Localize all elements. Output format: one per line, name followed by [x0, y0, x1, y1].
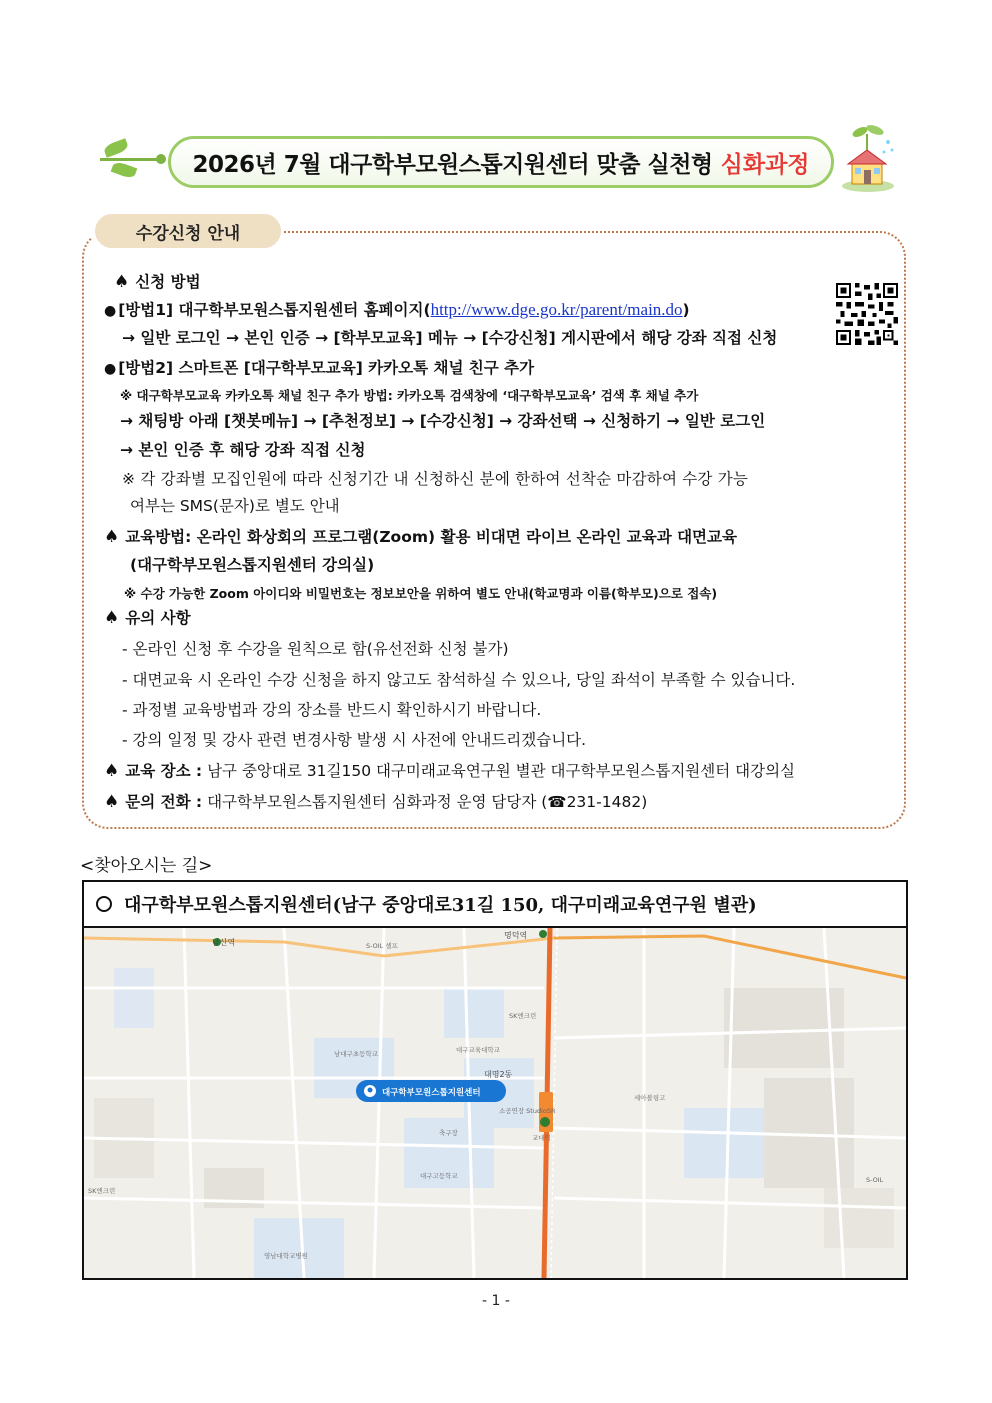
apply-heading-row [114, 270, 201, 292]
apply-heading: 신청 방법 [135, 273, 201, 291]
place-label: 교육 장소 : [125, 762, 203, 780]
map-label: 남산역 [212, 938, 236, 947]
method-line-1: 교육방법: 온라인 화상회의 프로그램(Zoom) 활용 비대면 라이브 온라인 교육과 대면교육 [125, 528, 737, 546]
map-canvas[interactable] [84, 928, 906, 1278]
destination-label: 대구학부모원스톱지원센터 [382, 1088, 481, 1098]
map-label: 대구교육대학교 [456, 1046, 500, 1054]
map-title: 대구학부모원스톱지원센터(남구 중앙대로31길 150, 대구미래교육연구원 별관) [124, 895, 757, 916]
method1-suffix: ) [682, 301, 690, 319]
caution-heading: 유의 사항 [125, 609, 191, 627]
map-label: 대명2동 [484, 1070, 513, 1079]
method2-text: [방법2] 스마트폰 [대구학부모교육] 카카오톡 채널 친구 추가 [118, 359, 535, 377]
map-label: S-OIL 셀프 [366, 942, 398, 950]
map-label: 대구고등학교 [420, 1172, 458, 1180]
method1-row [104, 298, 690, 320]
contact-label: 문의 전화 : [125, 793, 203, 811]
caution-item: - 과정별 교육방법과 강의 장소를 반드시 확인하시기 바랍니다. [122, 701, 542, 719]
section-tab: 수강신청 안내 [95, 214, 281, 248]
spade-icon: ♠ [104, 527, 120, 547]
homepage-link[interactable]: http://www.dge.go.kr/parent/main.do [430, 300, 683, 319]
page-title-accent: 심화과정 [720, 151, 810, 178]
caution-row [104, 606, 191, 628]
leaf-icon [111, 160, 138, 179]
apply-note-2: 여부는 SMS(문자)로 별도 안내 [130, 497, 340, 515]
contact-row [104, 790, 647, 812]
destination-marker[interactable] [356, 1080, 506, 1102]
caution-item: - 강의 일정 및 강사 관련 변경사항 발생 시 사전에 안내드리겠습니다. [122, 731, 587, 749]
page-number: - 1 - [482, 1293, 510, 1309]
map-box [82, 880, 908, 1280]
spade-icon: ♠ [104, 608, 120, 628]
page-title: 2026년 7월 대구학부모원스톱지원센터 맞춤 실천형 [192, 151, 713, 178]
map-label: 남대구초등학교 [334, 1050, 378, 1058]
method-note: ※ 수강 가능한 Zoom 아이디와 비밀번호는 정보보안을 위하여 별도 안내(학교명과 이름(학부모)으로 접속) [124, 586, 718, 601]
title-pill [168, 136, 834, 188]
spade-icon: ♠ [104, 792, 120, 812]
caution-item: - 대면교육 시 온라인 수강 신청을 하지 않고도 참석하실 수 있으나, 당일 좌석이 부족할 수 있습니다. [122, 671, 796, 689]
method2-note: ※ 대구학부모교육 카카오톡 채널 친구 추가 방법: 카카오톡 검색창에 ‘대구학부모교육’ 검색 후 채널 추가 [120, 388, 699, 403]
method-row [104, 525, 737, 547]
bullet-icon: ● [104, 361, 117, 377]
map-label: 세아볼링고 [634, 1094, 666, 1102]
map-label: 영남대학교병원 [264, 1252, 308, 1260]
method2-steps1: → 채팅방 아래 [챗봇메뉴] → [추천정보] → [수강신청] → 강좌선택 → 신청하기 → 일반 로그인 [120, 412, 766, 430]
circle-bullet-icon [96, 896, 112, 912]
map-header [84, 882, 906, 928]
leaf-icon [103, 138, 130, 157]
apply-note-1: ※ 각 강좌별 모집인원에 따라 신청기간 내 신청하신 분에 한하여 선착순 마감하여 수강 가능 [122, 470, 749, 488]
map-label: 명덕역 [504, 931, 528, 940]
title-banner [100, 128, 900, 200]
place-value: 남구 중앙대로 31길150 대구미래교육연구원 별관 대구학부모원스톱지원센터 대강의실 [207, 762, 796, 780]
place-row [104, 759, 795, 781]
caution-item: - 온라인 신청 후 수강을 원칙으로 함(유선전화 신청 불가) [122, 640, 509, 658]
map-label: SK엔크린 [509, 1012, 537, 1020]
method1-steps: → 일반 로그인 → 본인 인증 → [학부모교육] 메뉴 → [수강신청] 게시판에서 해당 강좌 직접 신청 [122, 329, 778, 347]
spade-icon: ♠ [114, 272, 130, 292]
map-label: S-OIL [866, 1176, 884, 1184]
contact-value: 대구학부모원스톱지원센터 심화과정 운영 담당자 (☎231-1482) [207, 793, 648, 811]
sprout-dot [156, 154, 166, 164]
method1-prefix: [방법1] 대구학부모원스톱지원센터 홈페이지( [118, 301, 431, 319]
bullet-icon: ● [104, 303, 117, 319]
sprout-stem [100, 158, 160, 161]
school-sprout-icon [838, 122, 898, 194]
method-line-2: (대구학부모원스톱지원센터 강의실) [130, 556, 375, 574]
method2-row [104, 356, 534, 378]
qr-code-icon[interactable] [836, 283, 898, 345]
directions-heading: <찾아오시는 길> [80, 856, 213, 876]
method2-steps2: → 본인 인증 후 해당 강좌 직접 신청 [120, 441, 366, 459]
map-label: 소공연장 StudioSR [499, 1107, 556, 1115]
map-label: SK엔크린 [88, 1187, 116, 1195]
map-label: 교대역 [532, 1134, 551, 1142]
spade-icon: ♠ [104, 761, 120, 781]
map[interactable] [84, 928, 906, 1278]
map-label: 축구장 [439, 1129, 458, 1137]
